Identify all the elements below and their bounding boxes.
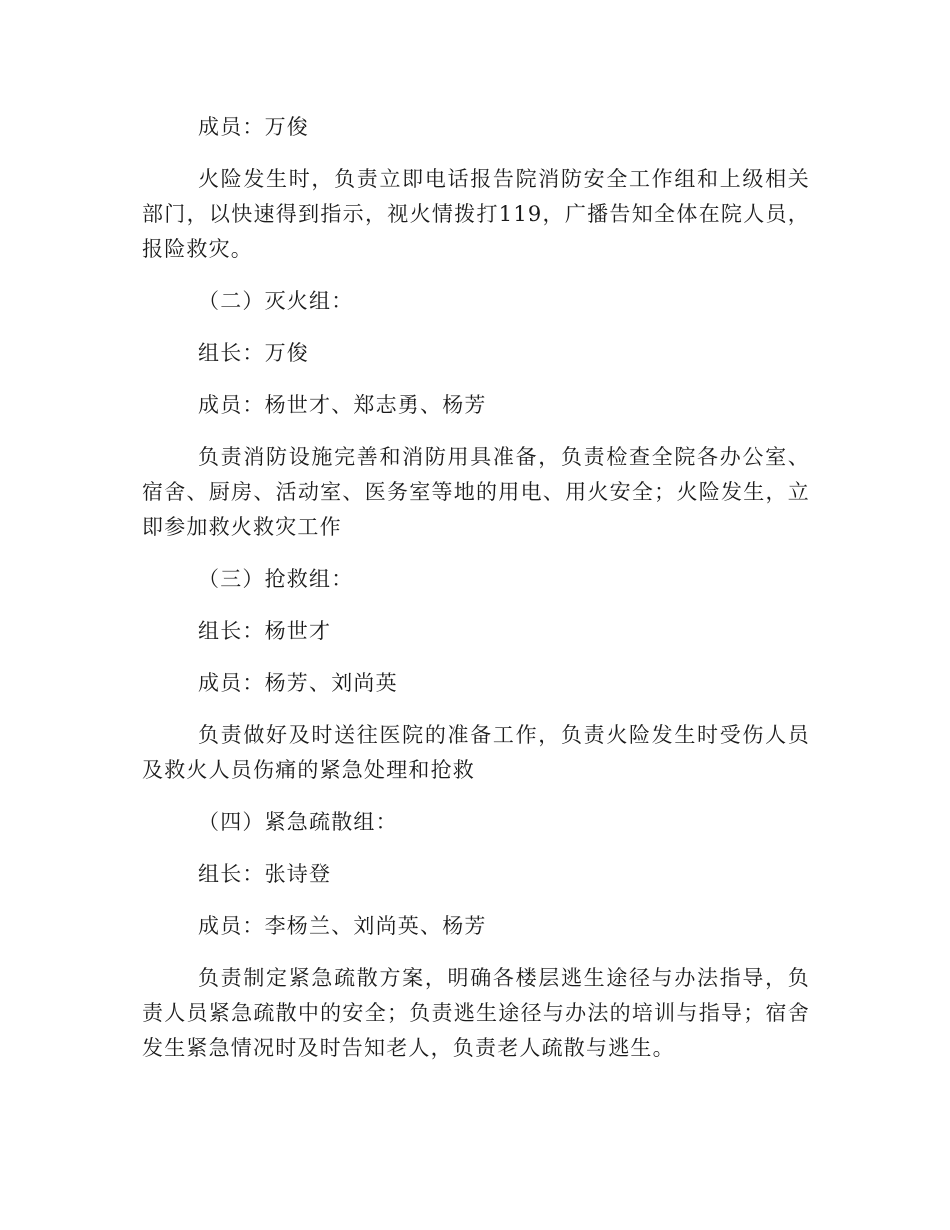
member-line: 成员：杨芳、刘尚英 [198, 671, 398, 695]
section-heading: （三）抢救组： [198, 567, 354, 591]
section-heading: （二）灭火组： [198, 289, 354, 313]
leader-line: 组长：万俊 [198, 341, 309, 365]
leader-line: 组长：杨世才 [198, 619, 332, 643]
leader-line: 组长：张诗登 [198, 862, 332, 886]
document-body [142, 110, 810, 1083]
member-line: 成员：万俊 [198, 115, 309, 139]
duty-paragraph: 负责做好及时送往医院的准备工作，负责火险发生时受伤人员及救火人员伤痛的紧急处理和抢救 [142, 723, 810, 782]
duty-paragraph: 负责消防设施完善和消防用具准备，负责检查全院各办公室、宿舍、厨房、活动室、医务室等地的用电、用火安全；火险发生，立即参加救火救灾工作 [142, 445, 810, 539]
section-heading: （四）紧急疏散组： [198, 810, 398, 834]
member-line: 成员：李杨兰、刘尚英、杨芳 [198, 914, 487, 938]
duty-paragraph: 负责制定紧急疏散方案，明确各楼层逃生途径与办法指导，负责人员紧急疏散中的安全；负责逃生途径与办法的培训与指导；宿舍发生紧急情况时及时告知老人，负责老人疏散与逃生。 [142, 966, 810, 1060]
duty-paragraph: 火险发生时，负责立即电话报告院消防安全工作组和上级相关部门，以快速得到指示，视火情拨打119，广播告知全体在院人员，报险救灾。 [142, 167, 810, 261]
member-line: 成员：杨世才、郑志勇、杨芳 [198, 393, 487, 417]
